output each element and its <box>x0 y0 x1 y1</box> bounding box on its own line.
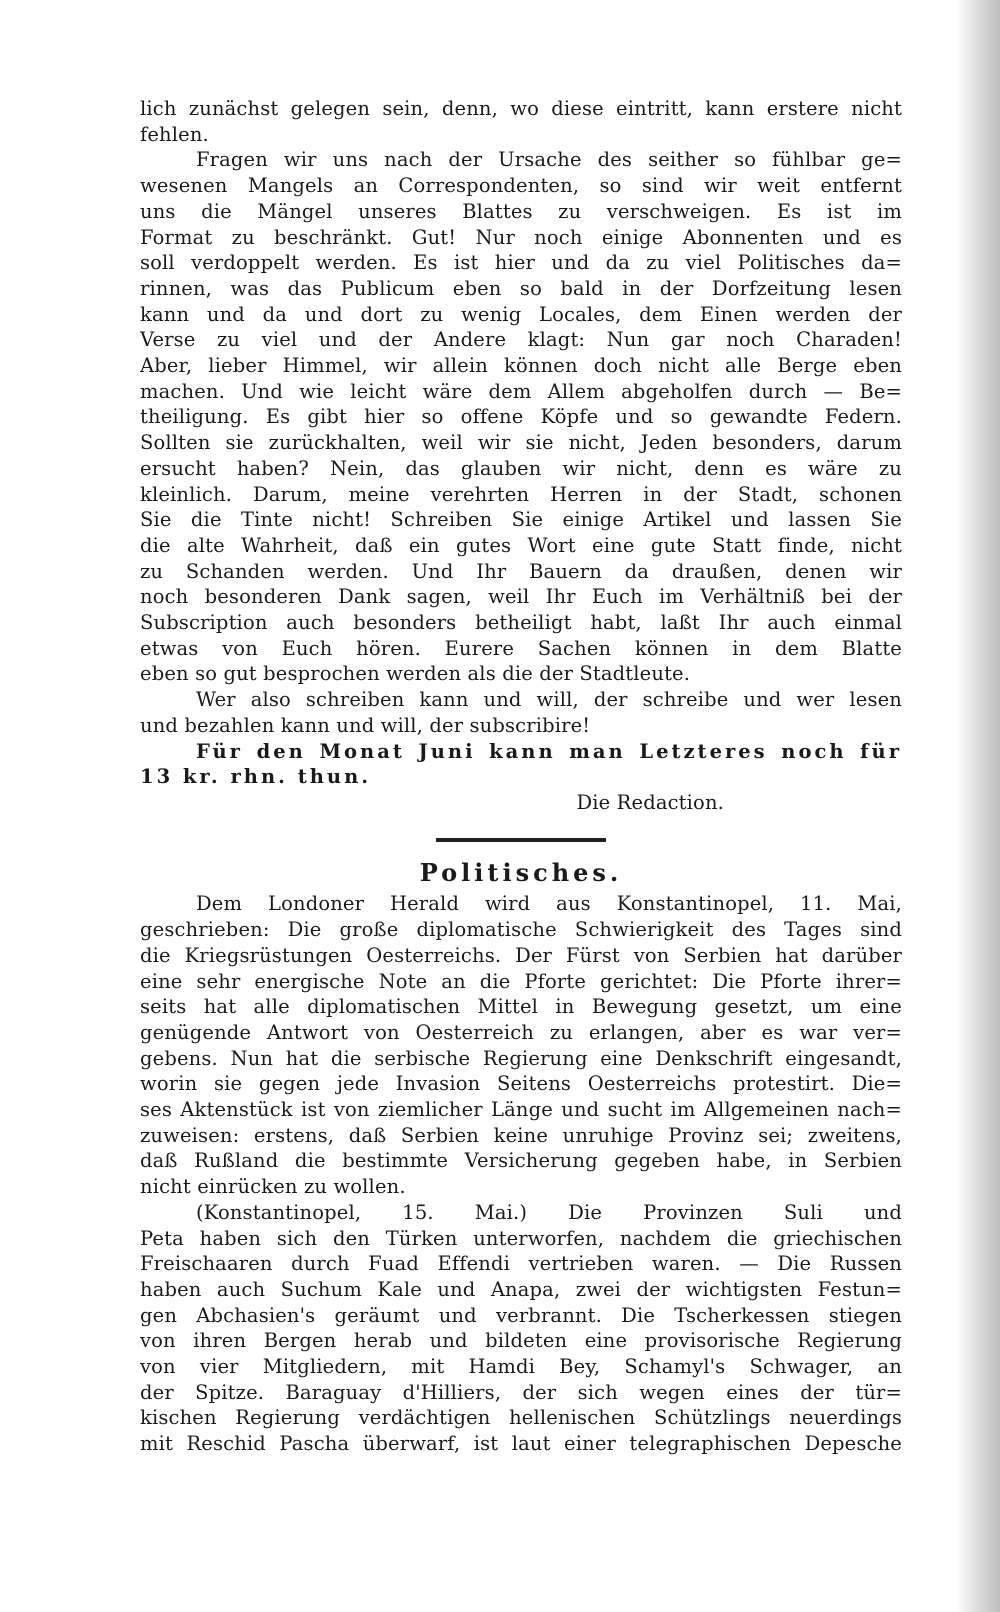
text-line: Für den Monat Juni kann man Letzteres noch für <box>196 739 902 763</box>
text-line: eine sehr energische Note an die Pforte gerichtet: Die Pforte ihrer= <box>140 969 902 993</box>
text-line: machen. Und wie leicht wäre dem Allem abgeholfen durch — Be= <box>140 379 902 403</box>
paragraph-correspondents <box>140 147 902 687</box>
text-line: haben auch Suchum Kale und Anapa, zwei der wichtigsten Festun= <box>140 1277 902 1301</box>
text-line: nicht einrücken zu wollen. <box>140 1175 406 1199</box>
text-line: mit Reschid Pascha überwarf, ist laut einer telegraphischen Depesche <box>140 1432 902 1456</box>
text-line: ses Aktenstück ist von ziemlicher Länge und sucht im Allgemeinen nach= <box>140 1098 902 1122</box>
text-line: Sollten sie zurückhalten, weil wir sie nicht, Jeden besonders, darum <box>140 431 902 455</box>
text-line: Format zu beschränkt. Gut! Nur noch einige Abonnenten und es <box>140 225 902 249</box>
text-line: 13 kr. rhn. thun. <box>140 765 372 789</box>
text-line: soll verdoppelt werden. Es ist hier und da zu viel Politisches da= <box>140 251 902 275</box>
text-line: wesenen Mangels an Correspondenten, so sind wir weit entfernt <box>140 174 902 198</box>
text-line: Aber, lieber Himmel, wir allein können doch nicht alle Berge eben <box>140 354 902 378</box>
text-line: Wer also schreiben kann und will, der schreibe und wer lesen <box>196 688 902 712</box>
text-line: etwas von Euch hören. Eurere Sachen können in dem Blatte <box>140 636 902 660</box>
text-line: fehlen. <box>140 122 209 146</box>
page-edge-shadow <box>956 0 1000 1612</box>
text-line: worin sie gegen jede Invasion Seitens Oesterreichs protestirt. Die= <box>140 1072 902 1096</box>
paragraph-london-herald <box>140 891 902 1199</box>
paragraph-constantinople <box>140 1200 902 1457</box>
text-line: Dem Londoner Herald wird aus Konstantinopel, 11. Mai, <box>196 892 902 916</box>
text-line: (Konstantinopel, 15. Mai.) Die Provinzen Suli und <box>196 1200 902 1224</box>
section-divider <box>436 838 606 842</box>
text-line: genügende Antwort von Oesterreich zu erlangen, aber es war ver= <box>140 1020 902 1044</box>
text-line: Peta haben sich den Türken unterworfen, nachdem die griechischen <box>140 1226 902 1250</box>
text-line: theiligung. Es gibt hier so offene Köpfe und so gewandte Federn. <box>140 405 902 429</box>
text-line: kischen Regierung verdächtigen hellenischen Schützlings neuerdings <box>140 1406 902 1430</box>
section-heading: Politisches. <box>419 857 623 887</box>
paragraph-continuation <box>140 96 902 147</box>
text-line: zu Schanden werden. Und Ihr Bauern da draußen, denen wir <box>140 559 902 583</box>
text-line: geschrieben: Die große diplomatische Schwierigkeit des Tages sind <box>140 918 902 942</box>
text-line: noch besonderen Dank sagen, weil Ihr Euch im Verhältniß bei der <box>140 585 902 609</box>
text-line: zuweisen: erstens, daß Serbien keine unruhige Provinz sei; zweitens, <box>140 1123 902 1147</box>
text-line: Sie die Tinte nicht! Schreiben Sie einige Artikel und lassen Sie <box>140 508 902 532</box>
text-line: gebens. Nun hat die serbische Regierung eine Denkschrift eingesandt, <box>140 1046 902 1070</box>
text-line: der Spitze. Baraguay d'Hilliers, der sich wegen eines der tür= <box>140 1380 902 1404</box>
text-line: und bezahlen kann und will, der subscribire! <box>140 713 591 737</box>
text-line: Freischaaren durch Fuad Effendi vertrieben waren. — Die Russen <box>140 1252 902 1276</box>
text-line: von vier Mitgliedern, mit Hamdi Bey, Schamyl's Schwager, an <box>140 1355 902 1379</box>
text-line: Fragen wir uns nach der Ursache des seither so fühlbar ge= <box>196 148 902 172</box>
text-line: die Kriegsrüstungen Oesterreichs. Der Fürst von Serbien hat darüber <box>140 943 902 967</box>
paragraph-subscribe <box>140 687 902 738</box>
text-line: gen Abchasien's geräumt und verbrannt. Die Tscherkessen stiegen <box>140 1303 902 1327</box>
text-line: die alte Wahrheit, daß ein gutes Wort eine gute Statt finde, nicht <box>140 533 902 557</box>
text-line: rinnen, was das Publicum eben so bald in der Dorfzeitung lesen <box>140 276 902 300</box>
paragraph-june-offer <box>140 739 902 790</box>
text-line: ersucht haben? Nein, das glauben wir nicht, denn es wäre zu <box>140 456 902 480</box>
newspaper-page <box>140 96 902 1536</box>
text-line: von ihren Bergen herab und bildeten eine provisorische Regierung <box>140 1329 902 1353</box>
text-line: kleinlich. Darum, meine verehrten Herren in der Stadt, schonen <box>140 482 902 506</box>
text-line: daß Rußland die bestimmte Versicherung gegeben habe, in Serbien <box>140 1149 902 1173</box>
text-line: kann und da und dort zu wenig Locales, dem Einen werden der <box>140 302 902 326</box>
text-line: uns die Mängel unseres Blattes zu verschweigen. Es ist im <box>140 199 902 223</box>
text-line: seits hat alle diplomatischen Mittel in Bewegung gesetzt, um eine <box>140 995 902 1019</box>
text-line: Verse zu viel und der Andere klagt: Nun gar noch Charaden! <box>140 328 902 352</box>
text-line: Subscription auch besonders betheiligt habt, laßt Ihr auch einmal <box>140 611 902 635</box>
text-line: lich zunächst gelegen sein, denn, wo diese eintritt, kann erstere nicht <box>140 97 902 120</box>
signature-redaction: Die Redaction. <box>576 790 724 814</box>
text-line: eben so gut besprochen werden als die der Stadtleute. <box>140 662 691 686</box>
